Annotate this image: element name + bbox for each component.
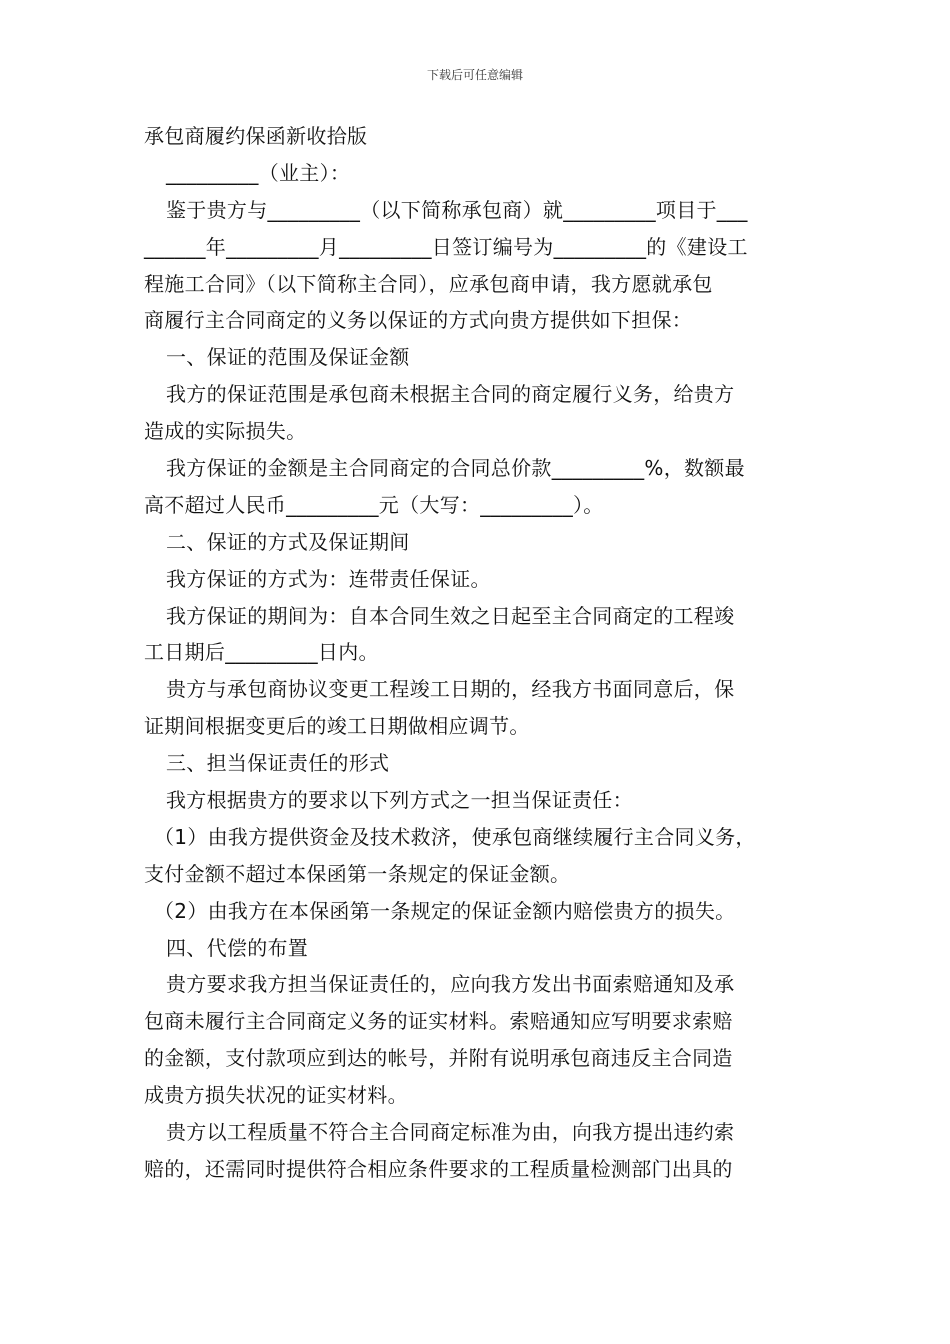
- text-line: 一、保证的范围及保证金额: [166, 345, 410, 370]
- text-line: 贵方与承包商协议变更工程竣工日期的，经我方书面同意后，保: [166, 677, 735, 702]
- page-header: 下载后可任意编辑: [426, 68, 523, 82]
- text-line: 程施工合同》（以下简称主合同），应承包商申请，我方愿就承包: [144, 271, 713, 296]
- text-line: 鉴于贵方与_________（以下简称承包商）就_________项目于___: [166, 197, 748, 222]
- text-line: 我方保证的期间为：自本合同生效之日起至主合同商定的工程竣: [166, 603, 735, 628]
- text-line: 工日期后_________日内。: [144, 640, 379, 665]
- text-line: 造成的实际损失。: [144, 419, 307, 444]
- text-line: 我方的保证范围是承包商未根据主合同的商定履行义务，给贵方: [166, 382, 735, 407]
- text-line: （1）由我方提供资金及技术救济，使承包商继续履行主合同义务，: [154, 824, 756, 849]
- text-line: 我方根据贵方的要求以下列方式之一担当保证责任：: [166, 788, 633, 813]
- text-line: _________（业主）：: [166, 160, 351, 185]
- text-line: ______年_________月_________日签订编号为_________的《建设工: [144, 234, 748, 259]
- text-line: 包商未履行主合同商定义务的证实材料。索赔通知应写明要求索赔: [144, 1009, 733, 1034]
- text-line: 三、担当保证责任的形式: [166, 751, 390, 776]
- document-title: 承包商履约保函新收拾版: [144, 124, 368, 148]
- text-line: 二、保证的方式及保证期间: [166, 529, 410, 554]
- text-line: 贵方以工程质量不符合主合同商定标准为由，向我方提出违约索: [166, 1120, 735, 1145]
- text-line: 的金额，支付款项应到达的帐号，并附有说明承包商违反主合同造: [144, 1046, 733, 1071]
- text-line: 成贵方损失状况的证实材料。: [144, 1083, 408, 1108]
- text-line: 高不超过人民币_________元（大写：_________）。: [144, 492, 604, 517]
- text-line: 证期间根据变更后的竣工日期做相应调节。: [144, 714, 530, 739]
- text-line: 我方保证的金额是主合同商定的合同总价款_________%，数额最: [166, 456, 745, 481]
- text-line: 商履行主合同商定的义务以保证的方式向贵方提供如下担保：: [144, 308, 693, 333]
- text-line: 四、代偿的布置: [166, 935, 309, 960]
- text-line: 赔的，还需同时提供符合相应条件要求的工程质量检测部门出具的: [144, 1156, 733, 1181]
- text-line: 贵方要求我方担当保证责任的，应向我方发出书面索赔通知及承: [166, 972, 735, 997]
- text-line: 支付金额不超过本保函第一条规定的保证金额。: [144, 861, 571, 886]
- document-body: [144, 118, 824, 1188]
- text-line: （2）由我方在本保函第一条规定的保证金额内赔偿贵方的损失。: [154, 898, 736, 923]
- text-line: 我方保证的方式为：连带责任保证。: [166, 566, 491, 591]
